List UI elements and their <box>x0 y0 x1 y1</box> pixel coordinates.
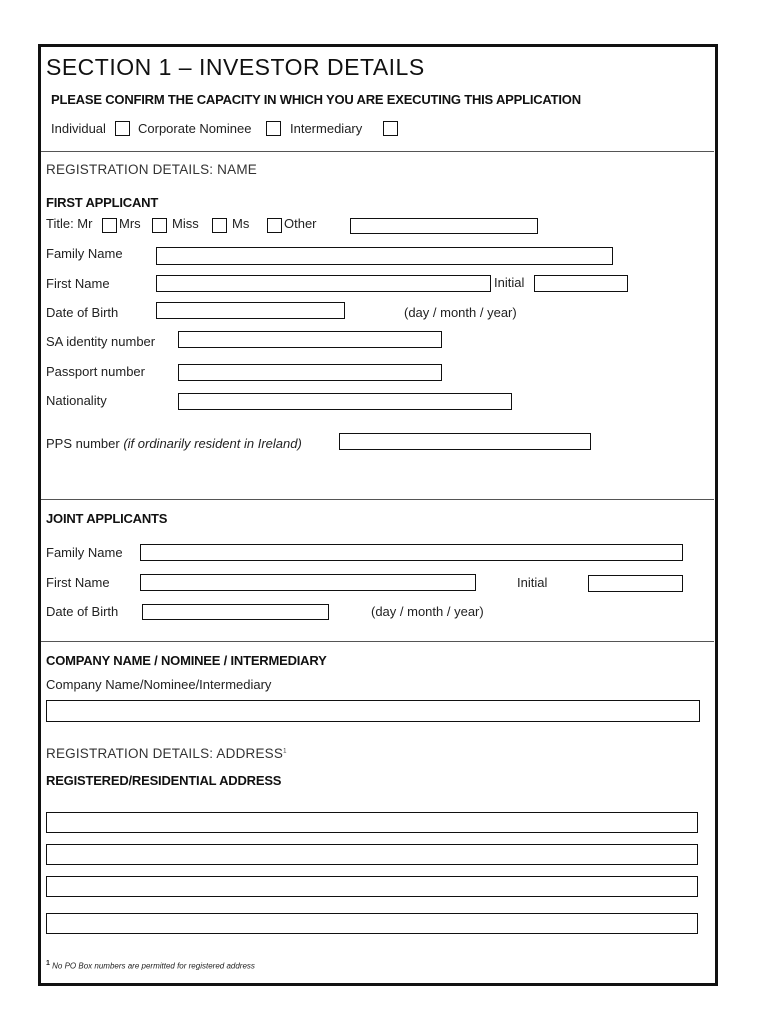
pps-label <box>46 436 302 451</box>
family-name-input[interactable] <box>156 247 613 265</box>
joint-initial-label: Initial <box>517 575 548 590</box>
footnote <box>46 960 255 971</box>
pps-label-text: PPS number <box>46 436 120 451</box>
capacity-prompt: PLEASE CONFIRM THE CAPACITY IN WHICH YOU ARE EXECUTING THIS APPLICATION <box>51 92 581 107</box>
title-other-label: Other <box>284 216 317 231</box>
pps-input[interactable] <box>339 433 591 450</box>
joint-dob-input[interactable] <box>142 604 329 620</box>
address-line-3-input[interactable] <box>46 876 698 897</box>
registered-address-heading: REGISTERED/RESIDENTIAL ADDRESS <box>46 773 282 788</box>
title-label: Title: Mr <box>46 216 93 231</box>
capacity-individual-label: Individual <box>51 121 106 136</box>
title-mrs-checkbox[interactable] <box>152 218 167 233</box>
address-line-1-input[interactable] <box>46 812 698 833</box>
title-other-checkbox[interactable] <box>267 218 282 233</box>
first-name-label: First Name <box>46 276 110 291</box>
address-line-2-input[interactable] <box>46 844 698 865</box>
initial-input[interactable] <box>534 275 628 292</box>
joint-first-name-label: First Name <box>46 575 110 590</box>
sa-id-input[interactable] <box>178 331 442 348</box>
passport-label: Passport number <box>46 364 145 379</box>
divider <box>41 499 714 500</box>
title-ms-label: Ms <box>232 216 250 231</box>
family-name-label: Family Name <box>46 246 123 261</box>
registration-address-heading-text: REGISTRATION DETAILS: ADDRESS <box>46 746 284 761</box>
dob-hint: (day / month / year) <box>404 305 517 320</box>
registration-name-heading: REGISTRATION DETAILS: NAME <box>46 162 257 177</box>
section-title: SECTION 1 – INVESTOR DETAILS <box>46 54 425 80</box>
title-miss-checkbox[interactable] <box>212 218 227 233</box>
company-label: Company Name/Nominee/Intermediary <box>46 677 272 692</box>
divider <box>41 151 714 152</box>
capacity-corporate-nominee-label: Corporate Nominee <box>138 121 252 136</box>
joint-initial-input[interactable] <box>588 575 683 592</box>
capacity-corporate-nominee-checkbox[interactable] <box>266 121 281 136</box>
joint-dob-label: Date of Birth <box>46 604 119 619</box>
joint-dob-hint: (day / month / year) <box>371 604 484 619</box>
dob-label: Date of Birth <box>46 305 119 320</box>
capacity-individual-checkbox[interactable] <box>115 121 130 136</box>
passport-input[interactable] <box>178 364 442 381</box>
registration-address-heading <box>46 746 287 761</box>
joint-family-name-input[interactable] <box>140 544 683 561</box>
sa-id-label: SA identity number <box>46 334 156 349</box>
joint-first-name-input[interactable] <box>140 574 476 591</box>
first-name-input[interactable] <box>156 275 491 292</box>
company-input[interactable] <box>46 700 700 722</box>
dob-input[interactable] <box>156 302 345 319</box>
initial-label: Initial <box>494 275 525 290</box>
capacity-intermediary-label: Intermediary <box>290 121 363 136</box>
footnote-text: No PO Box numbers are permitted for registered address <box>52 961 255 971</box>
title-miss-label: Miss <box>172 216 199 231</box>
joint-applicants-heading: JOINT APPLICANTS <box>46 511 168 526</box>
footnote-ref: 1 <box>283 748 287 755</box>
nationality-label: Nationality <box>46 393 107 408</box>
first-applicant-heading: FIRST APPLICANT <box>46 195 159 210</box>
pps-note: (if ordinarily resident in Ireland) <box>123 436 302 451</box>
title-mr-checkbox[interactable] <box>102 218 117 233</box>
company-heading: COMPANY NAME / NOMINEE / INTERMEDIARY <box>46 653 327 668</box>
address-line-4-input[interactable] <box>46 913 698 934</box>
nationality-input[interactable] <box>178 393 512 410</box>
divider <box>41 641 714 642</box>
title-other-input[interactable] <box>350 218 538 234</box>
footnote-marker: 1 <box>46 960 50 967</box>
joint-family-name-label: Family Name <box>46 545 123 560</box>
title-mrs-label: Mrs <box>119 216 141 231</box>
capacity-intermediary-checkbox[interactable] <box>383 121 398 136</box>
